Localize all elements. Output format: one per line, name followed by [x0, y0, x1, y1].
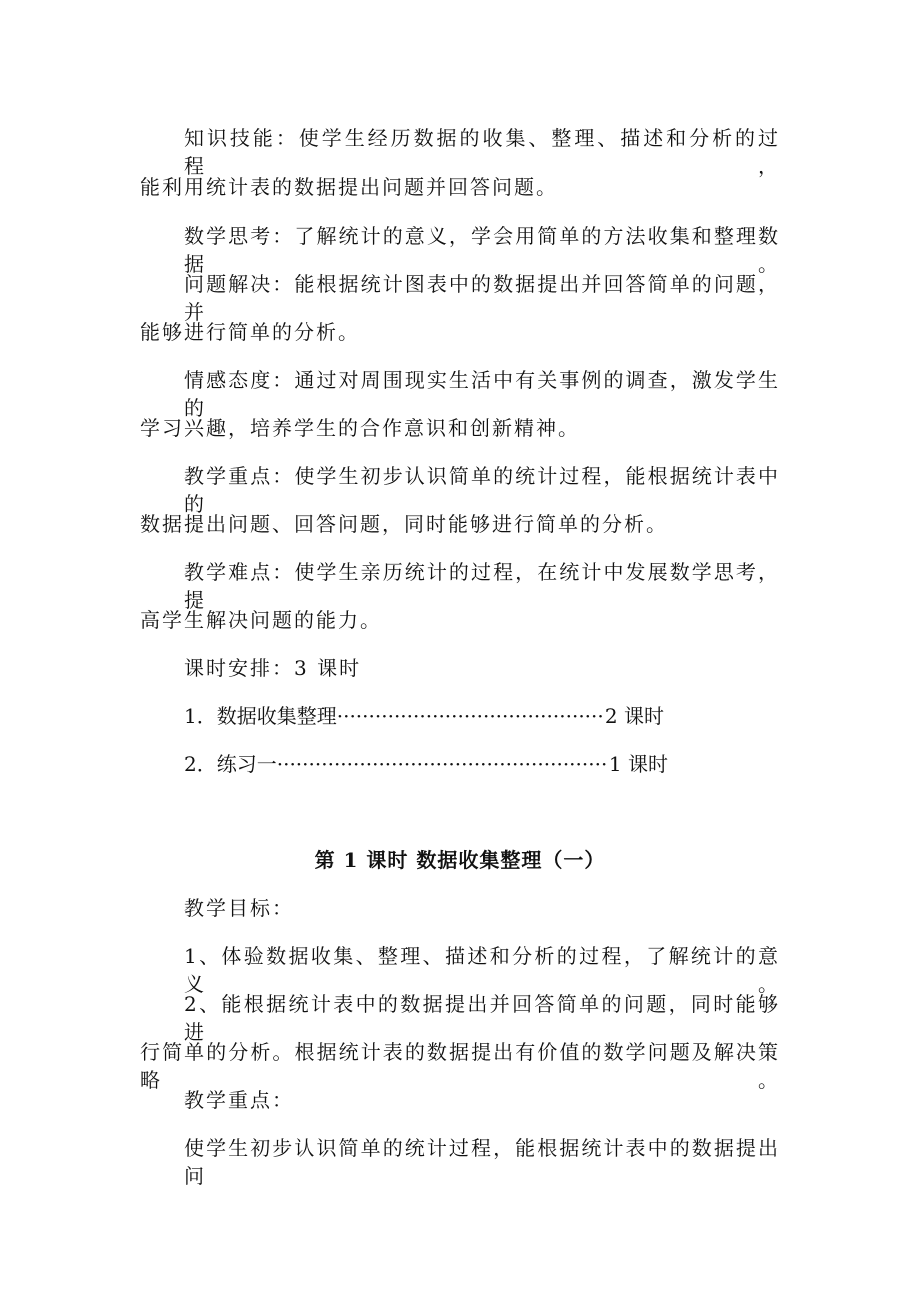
objective-2-line-2: 行简单的分析。根据统计表的数据提出有价值的数学问题及解决策略。	[140, 1040, 780, 1092]
key-points-line-1: 使学生初步认识简单的统计过程，能根据统计表中的数据提出问	[184, 1136, 780, 1188]
objectives-label: 教学目标：	[184, 896, 294, 920]
math-thinking-line: 数学思考：了解统计的意义，学会用简单的方法收集和整理数据。	[184, 224, 780, 276]
schedule-item-label: 1．数据收集整理	[184, 704, 337, 728]
schedule-title: 课时安排：3 课时	[184, 656, 362, 680]
schedule-item	[184, 702, 664, 730]
key-points-label: 教学重点：	[184, 1088, 294, 1112]
dot-leader	[337, 702, 605, 730]
attitude-line-1: 情感态度：通过对周围现实生活中有关事例的调查，激发学生的	[184, 368, 780, 420]
schedule-item-hours: 2 课时	[604, 704, 664, 728]
objective-2-line-1: 2、能根据统计表中的数据提出并回答简单的问题，同时能够进	[184, 992, 780, 1044]
lesson-heading: 第 1 课时 数据收集整理（一）	[314, 848, 606, 872]
key-point-line-2: 数据提出问题、回答问题，同时能够进行简单的分析。	[140, 512, 668, 536]
knowledge-skills-line-2: 能利用统计表的数据提出问题并回答问题。	[140, 175, 558, 199]
problem-solving-line-1: 问题解决：能根据统计图表中的数据提出并回答简单的问题，并	[184, 272, 780, 324]
knowledge-skills-line-1: 知识技能：使学生经历数据的收集、整理、描述和分析的过程，	[184, 126, 780, 178]
objective-1: 1、体验数据收集、整理、描述和分析的过程，了解统计的意义。	[184, 944, 780, 996]
difficulty-line-2: 高学生解决问题的能力。	[140, 608, 382, 632]
schedule-item-hours: 1 课时	[608, 752, 668, 776]
attitude-line-2: 学习兴趣，培养学生的合作意识和创新精神。	[140, 416, 580, 440]
key-point-line-1: 教学重点：使学生初步认识简单的统计过程，能根据统计表中的	[184, 464, 780, 516]
difficulty-line-1: 教学难点：使学生亲历统计的过程，在统计中发展数学思考，提	[184, 560, 780, 612]
problem-solving-line-2: 能够进行简单的分析。	[140, 320, 360, 344]
dot-leader	[277, 750, 609, 778]
schedule-item-label: 2．练习一	[184, 752, 277, 776]
schedule-item	[184, 750, 668, 778]
